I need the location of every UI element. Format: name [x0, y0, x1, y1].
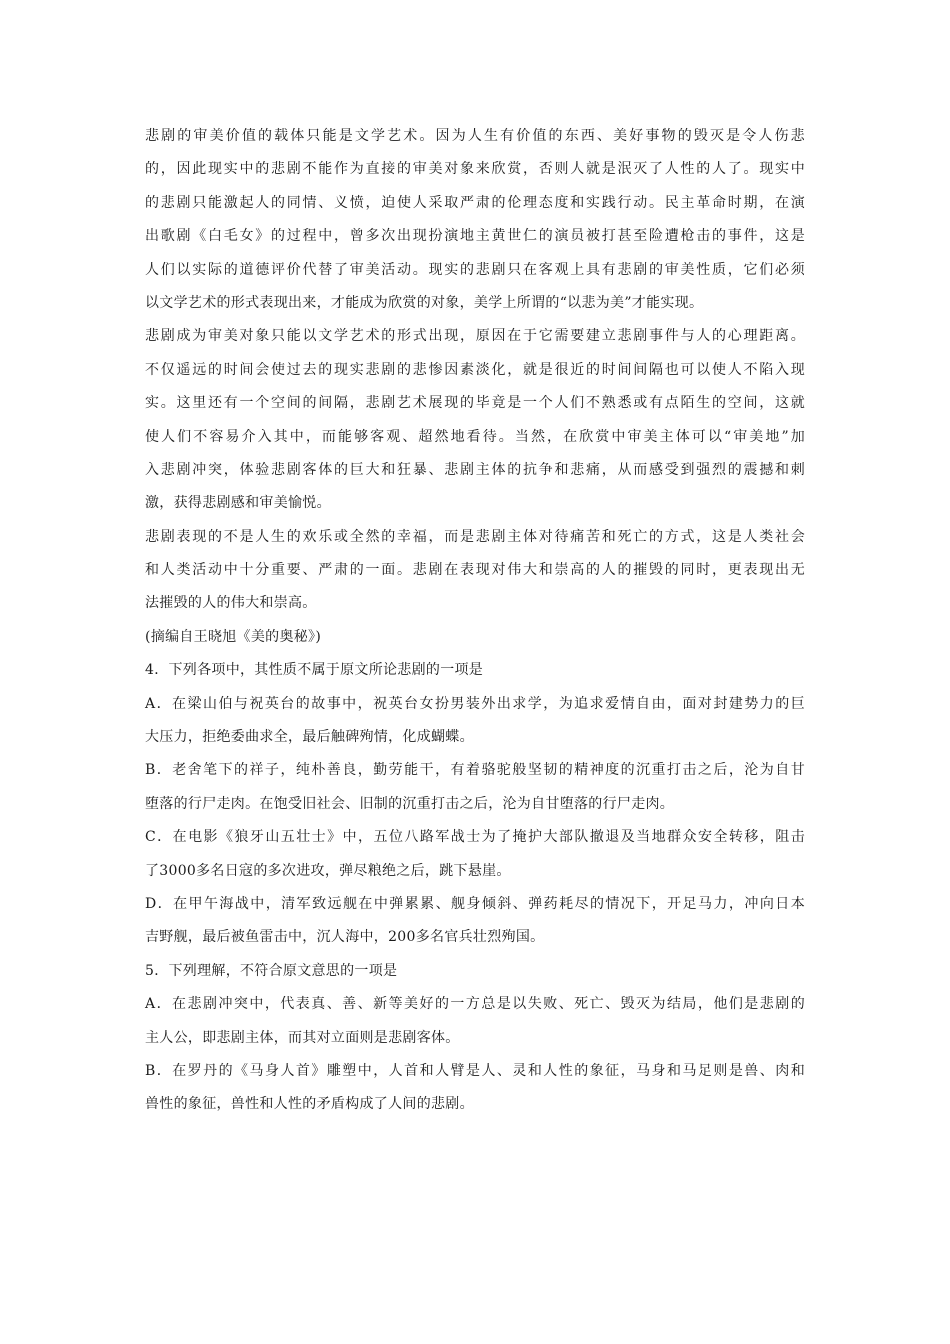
text-line: 不仅遥远的时间会使过去的现实悲剧的悲惨因素淡化，就是很近的时间间隔也可以使人不陷入现	[145, 361, 805, 378]
text-line: 悲剧的审美价值的载体只能是文学艺术。因为人生有价值的东西、美好事物的毁灭是令人伤悲	[145, 128, 805, 144]
text-line: 的悲剧只能激起人的同情、义愤，迫使人采取严肃的伦理态度和实践行动。民主革命时期，在演	[145, 194, 805, 211]
question-4-option-c: 了3000多名日寇的多次进攻，弹尽粮绝之后，跳下悬崖。	[145, 862, 511, 879]
text-line: 法摧毁的人的伟大和崇高。	[145, 595, 317, 612]
question-5-option-a: 主人公，即悲剧主体，而其对立面则是悲剧客体。	[145, 1029, 460, 1046]
text-line: 人们以实际的道德评价代替了审美活动。现实的悲剧只在客观上具有悲剧的审美性质，它们必须	[145, 261, 805, 278]
text-line: 激，获得悲剧感和审美愉悦。	[145, 495, 331, 512]
question-5-option-b: B．在罗丹的《马身人首》雕塑中，人首和人臂是人、灵和人性的象征，马身和马足则是兽、肉和	[145, 1062, 805, 1079]
text-line: 的，因此现实中的悲剧不能作为直接的审美对象来欣赏，否则人就是泯灭了人性的人了。现实中	[145, 161, 805, 178]
text-line: 入悲剧冲突，体验悲剧客体的巨大和狂暴、悲剧主体的抗争和悲痛，从而感受到强烈的震撼和刺	[145, 461, 805, 478]
question-4-option-a: A．在梁山伯与祝英台的故事中，祝英台女扮男装外出求学，为追求爱情自由，面对封建势力的巨	[145, 695, 805, 712]
text-line: 和人类活动中十分重要、严肃的一面。悲剧在表现对伟大和崇高的人的摧毁的同时，更表现出无	[145, 562, 805, 579]
source-citation: (摘编自王晓旭《美的奥秘》)	[145, 628, 322, 645]
question-5-stem: 5．下列理解，不符合原文意思的一项是	[145, 962, 398, 979]
question-5-option-b: 兽性的象征，兽性和人性的矛盾构成了人间的悲剧。	[145, 1096, 474, 1113]
text-line: 实。这里还有一个空间的间隔，悲剧艺术展现的毕竟是一个人们不熟悉或有点陌生的空间，这就	[145, 395, 805, 412]
question-4-option-b: B．老舍笔下的祥子，纯朴善良，勤劳能干，有着骆驼般坚韧的精神度的沉重打击之后，沦为自甘	[145, 762, 805, 779]
question-4-option-a: 大压力，拒绝委曲求全，最后触碑殉情，化成蝴蝶。	[145, 729, 474, 746]
question-4-option-d: D．在甲午海战中，清军致远舰在中弹累累、舰身倾斜、弹药耗尽的情况下，开足马力，冲向日本	[145, 895, 805, 912]
text-line: 悲剧成为审美对象只能以文学艺术的形式出现，原因在于它需要建立悲剧事件与人的心理距离。	[145, 328, 805, 345]
question-4-option-d: 吉野舰，最后被鱼雷击中，沉人海中，200多名官兵壮烈殉国。	[145, 929, 545, 946]
question-4-option-c: C．在电影《狼牙山五壮士》中，五位八路军战士为了掩护大部队撤退及当地群众安全转移，阻击	[145, 829, 805, 846]
document-body	[145, 120, 805, 1122]
text-line: 以文学艺术的形式表现出来，才能成为欣赏的对象，美学上所谓的“以悲为美”才能实现。	[145, 294, 704, 311]
question-4-option-b: 堕落的行尸走肉。在饱受旧社会、旧制的沉重打击之后，沦为自甘堕落的行尸走肉。	[145, 795, 675, 812]
question-4-stem: 4．下列各项中，其性质不属于原文所论悲剧的一项是	[145, 662, 484, 679]
question-5-option-a: A．在悲剧冲突中，代表真、善、新等美好的一方总是以失败、死亡、毁灭为结局，他们是悲剧的	[145, 996, 805, 1013]
text-line: 悲剧表现的不是人生的欢乐或全然的幸福，而是悲剧主体对待痛苦和死亡的方式，这是人类社会	[145, 528, 805, 545]
text-line: 使人们不容易介入其中，而能够客观、超然地看待。当然，在欣赏中审美主体可以“审美地”加	[145, 428, 805, 445]
text-line: 出歌剧《白毛女》的过程中，曾多次出现扮演地主黄世仁的演员被打甚至险遭枪击的事件，这是	[145, 228, 805, 245]
